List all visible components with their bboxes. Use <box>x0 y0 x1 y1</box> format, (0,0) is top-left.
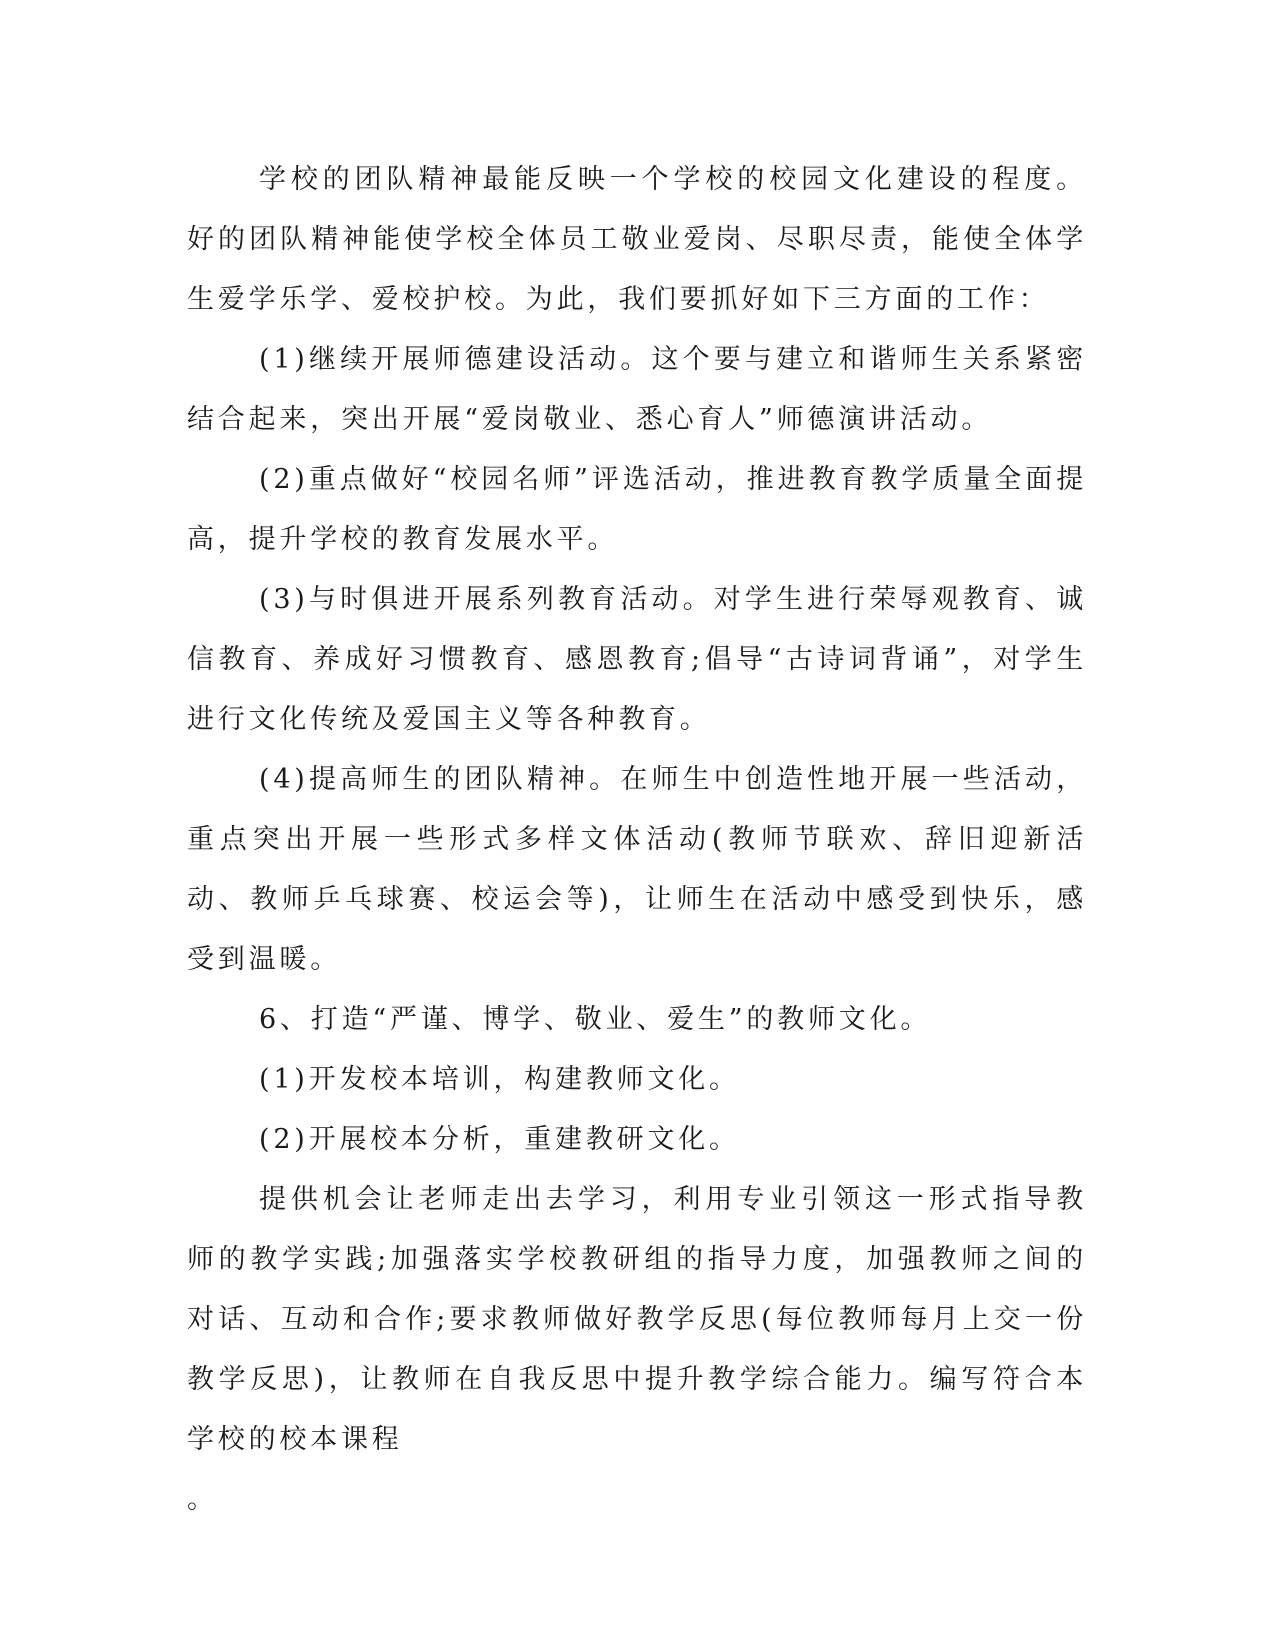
paragraph-trailing-period: 。 <box>187 1484 218 1515</box>
document-page <box>187 150 1087 1530</box>
paragraph-item-4-team-spirit: (4)提高师生的团队精神。在师生中创造性地开展一些活动，重点突出开展一些形式多样文体活动(教师节联欢、辞旧迎新活动、教师乒乓球赛、校运会等)，让师生在活动中感受到快乐，感受到温暖。 <box>187 764 1087 975</box>
paragraph-team-spirit-intro: 学校的团队精神最能反映一个学校的校园文化建设的程度。好的团队精神能使学校全体员工敬业爱岗、尽职尽责，能使全体学生爱学乐学、爱校护校。为此，我们要抓好如下三方面的工作： <box>187 164 1087 315</box>
paragraph-item-1-ethics: (1)继续开展师德建设活动。这个要与建立和谐师生关系紧密结合起来，突出开展“爱岗敬业、悉心育人”师德演讲活动。 <box>187 344 1087 435</box>
paragraph-item-2-famous-teacher: (2)重点做好“校园名师”评选活动，推进教育教学质量全面提高，提升学校的教育发展水平。 <box>187 464 1087 555</box>
paragraph-section-6-heading: 6、打造“严谨、博学、敬业、爱生”的教师文化。 <box>259 1004 932 1035</box>
paragraph-sub-1-training: (1)开发校本培训，构建教师文化。 <box>259 1064 740 1095</box>
paragraph-item-3-education: (3)与时俱进开展系列教育活动。对学生进行荣辱观教育、诚信教育、养成好习惯教育、感恩教育;倡导“古诗词背诵”，对学生进行文化传统及爱国主义等各种教育。 <box>187 584 1087 735</box>
paragraph-sub-2-analysis: (2)开展校本分析，重建教研文化。 <box>259 1124 740 1155</box>
paragraph-opportunities: 提供机会让老师走出去学习，利用专业引领这一形式指导教师的教学实践;加强落实学校教研组的指导力度，加强教师之间的对话、互动和合作;要求教师做好教学反思(每位教师每月上交一份教学反思)，让教师在自我反思中提升教学综合能力。编写符合本学校的校本课程 <box>187 1184 1087 1455</box>
